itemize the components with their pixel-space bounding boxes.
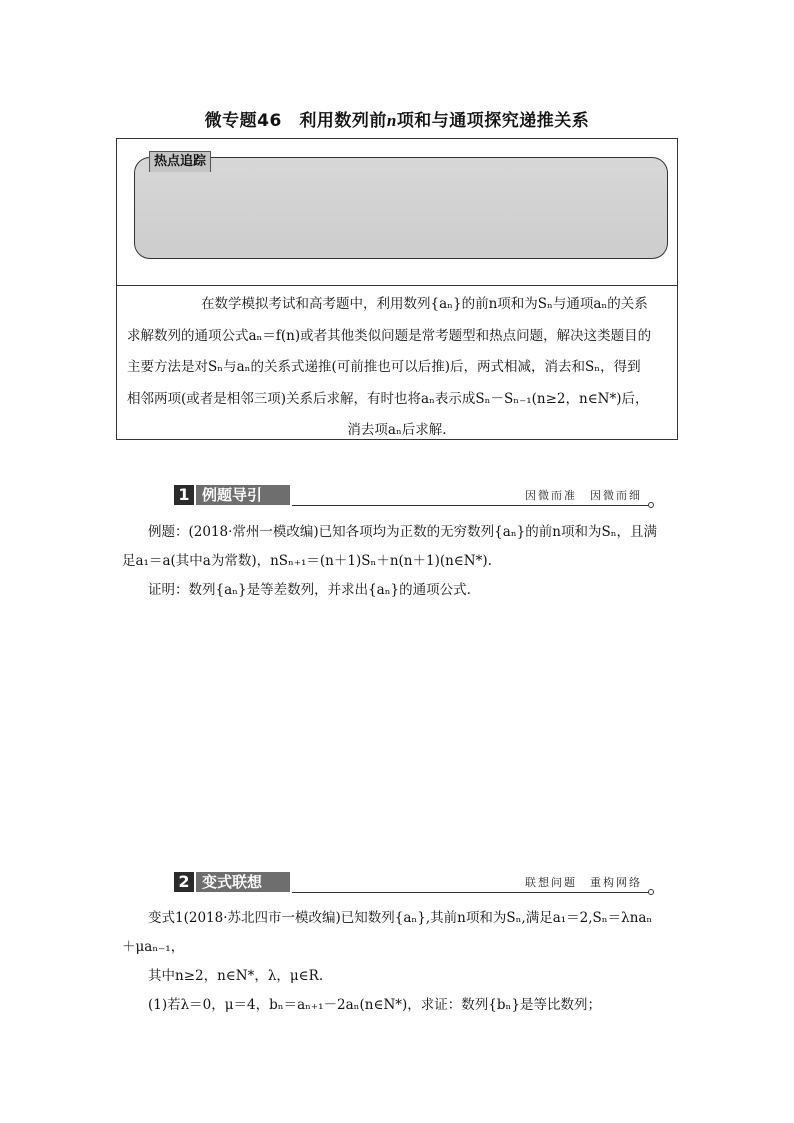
section-2-header bbox=[174, 872, 654, 898]
hotspot-summary bbox=[127, 289, 667, 447]
summary-line-4: 相邻两项(或者是相邻三项)关系后求解，有时也将aₙ表示成Sₙ－Sₙ₋₁(n≥2，n∈N*)后， bbox=[127, 390, 649, 407]
section-1-number: 1 bbox=[174, 485, 194, 505]
example-line-3: 证明：数列{aₙ}是等差数列，并求出{aₙ}的通项公式. bbox=[148, 582, 471, 598]
title-suffix: 项和与通项探究递推关系 bbox=[396, 111, 590, 131]
title-prefix: 微专题46 利用数列前 bbox=[204, 111, 387, 131]
hotspot-label: 热点追踪 bbox=[149, 151, 211, 172]
section-2-label: 变式联想 bbox=[196, 872, 290, 892]
variant-line-4: (1)若λ＝0，μ＝4，bₙ＝aₙ₊₁－2aₙ(n∈N*)，求证：数列{bₙ}是等比数列； bbox=[148, 997, 601, 1013]
summary-line-1: 在数学模拟考试和高考题中，利用数列{aₙ}的前n项和为Sₙ与通项aₙ的关系 bbox=[201, 296, 648, 312]
example-text bbox=[122, 518, 682, 605]
section-2-rule-end bbox=[648, 889, 654, 895]
summary-line-5: 消去项aₙ后求解. bbox=[347, 422, 447, 438]
section-2-rule bbox=[292, 892, 648, 893]
variant-line-1: 变式1(2018·苏北四市一模改编)已知数列{aₙ},其前n项和为Sₙ,满足a₁＝2,Sₙ＝λnaₙ bbox=[148, 910, 653, 926]
hotspot-panel bbox=[134, 157, 668, 259]
section-1-header bbox=[174, 485, 654, 511]
example-line-1: 例题：(2018·常州一模改编)已知各项均为正数的无穷数列{aₙ}的前n项和为Sₙ，且满 bbox=[148, 524, 658, 540]
section-1-motto: 因微而准 因微而细 bbox=[525, 489, 642, 502]
section-2-number: 2 bbox=[174, 872, 194, 892]
summary-line-2: 求解数列的通项公式aₙ＝f(n)或者其他类似问题是常考题型和热点问题，解决这类题目的 bbox=[127, 327, 652, 344]
section-1-label: 例题导引 bbox=[196, 485, 290, 505]
section-2-motto: 联想问题 重构网络 bbox=[525, 876, 642, 889]
title-variable: n bbox=[386, 111, 397, 130]
section-1-rule-end bbox=[648, 502, 654, 508]
example-line-2: 足a₁＝a(其中a为常数)，nSₙ₊₁＝(n＋1)Sₙ＋n(n＋1)(n∈N*). bbox=[122, 553, 492, 569]
variant-line-3: 其中n≥2，n∈N*，λ，μ∈R. bbox=[148, 968, 324, 984]
variant-line-2: ＋μaₙ₋₁， bbox=[122, 939, 185, 955]
hotspot-frame bbox=[116, 138, 678, 440]
summary-line-3: 主要方法是对Sₙ与aₙ的关系式递推(可前推也可以后推)后，两式相减，消去和Sₙ，得到 bbox=[127, 359, 641, 375]
section-1-rule bbox=[292, 505, 648, 506]
variant-text bbox=[122, 904, 682, 1020]
frame-divider bbox=[117, 285, 677, 286]
page-title bbox=[0, 106, 794, 131]
